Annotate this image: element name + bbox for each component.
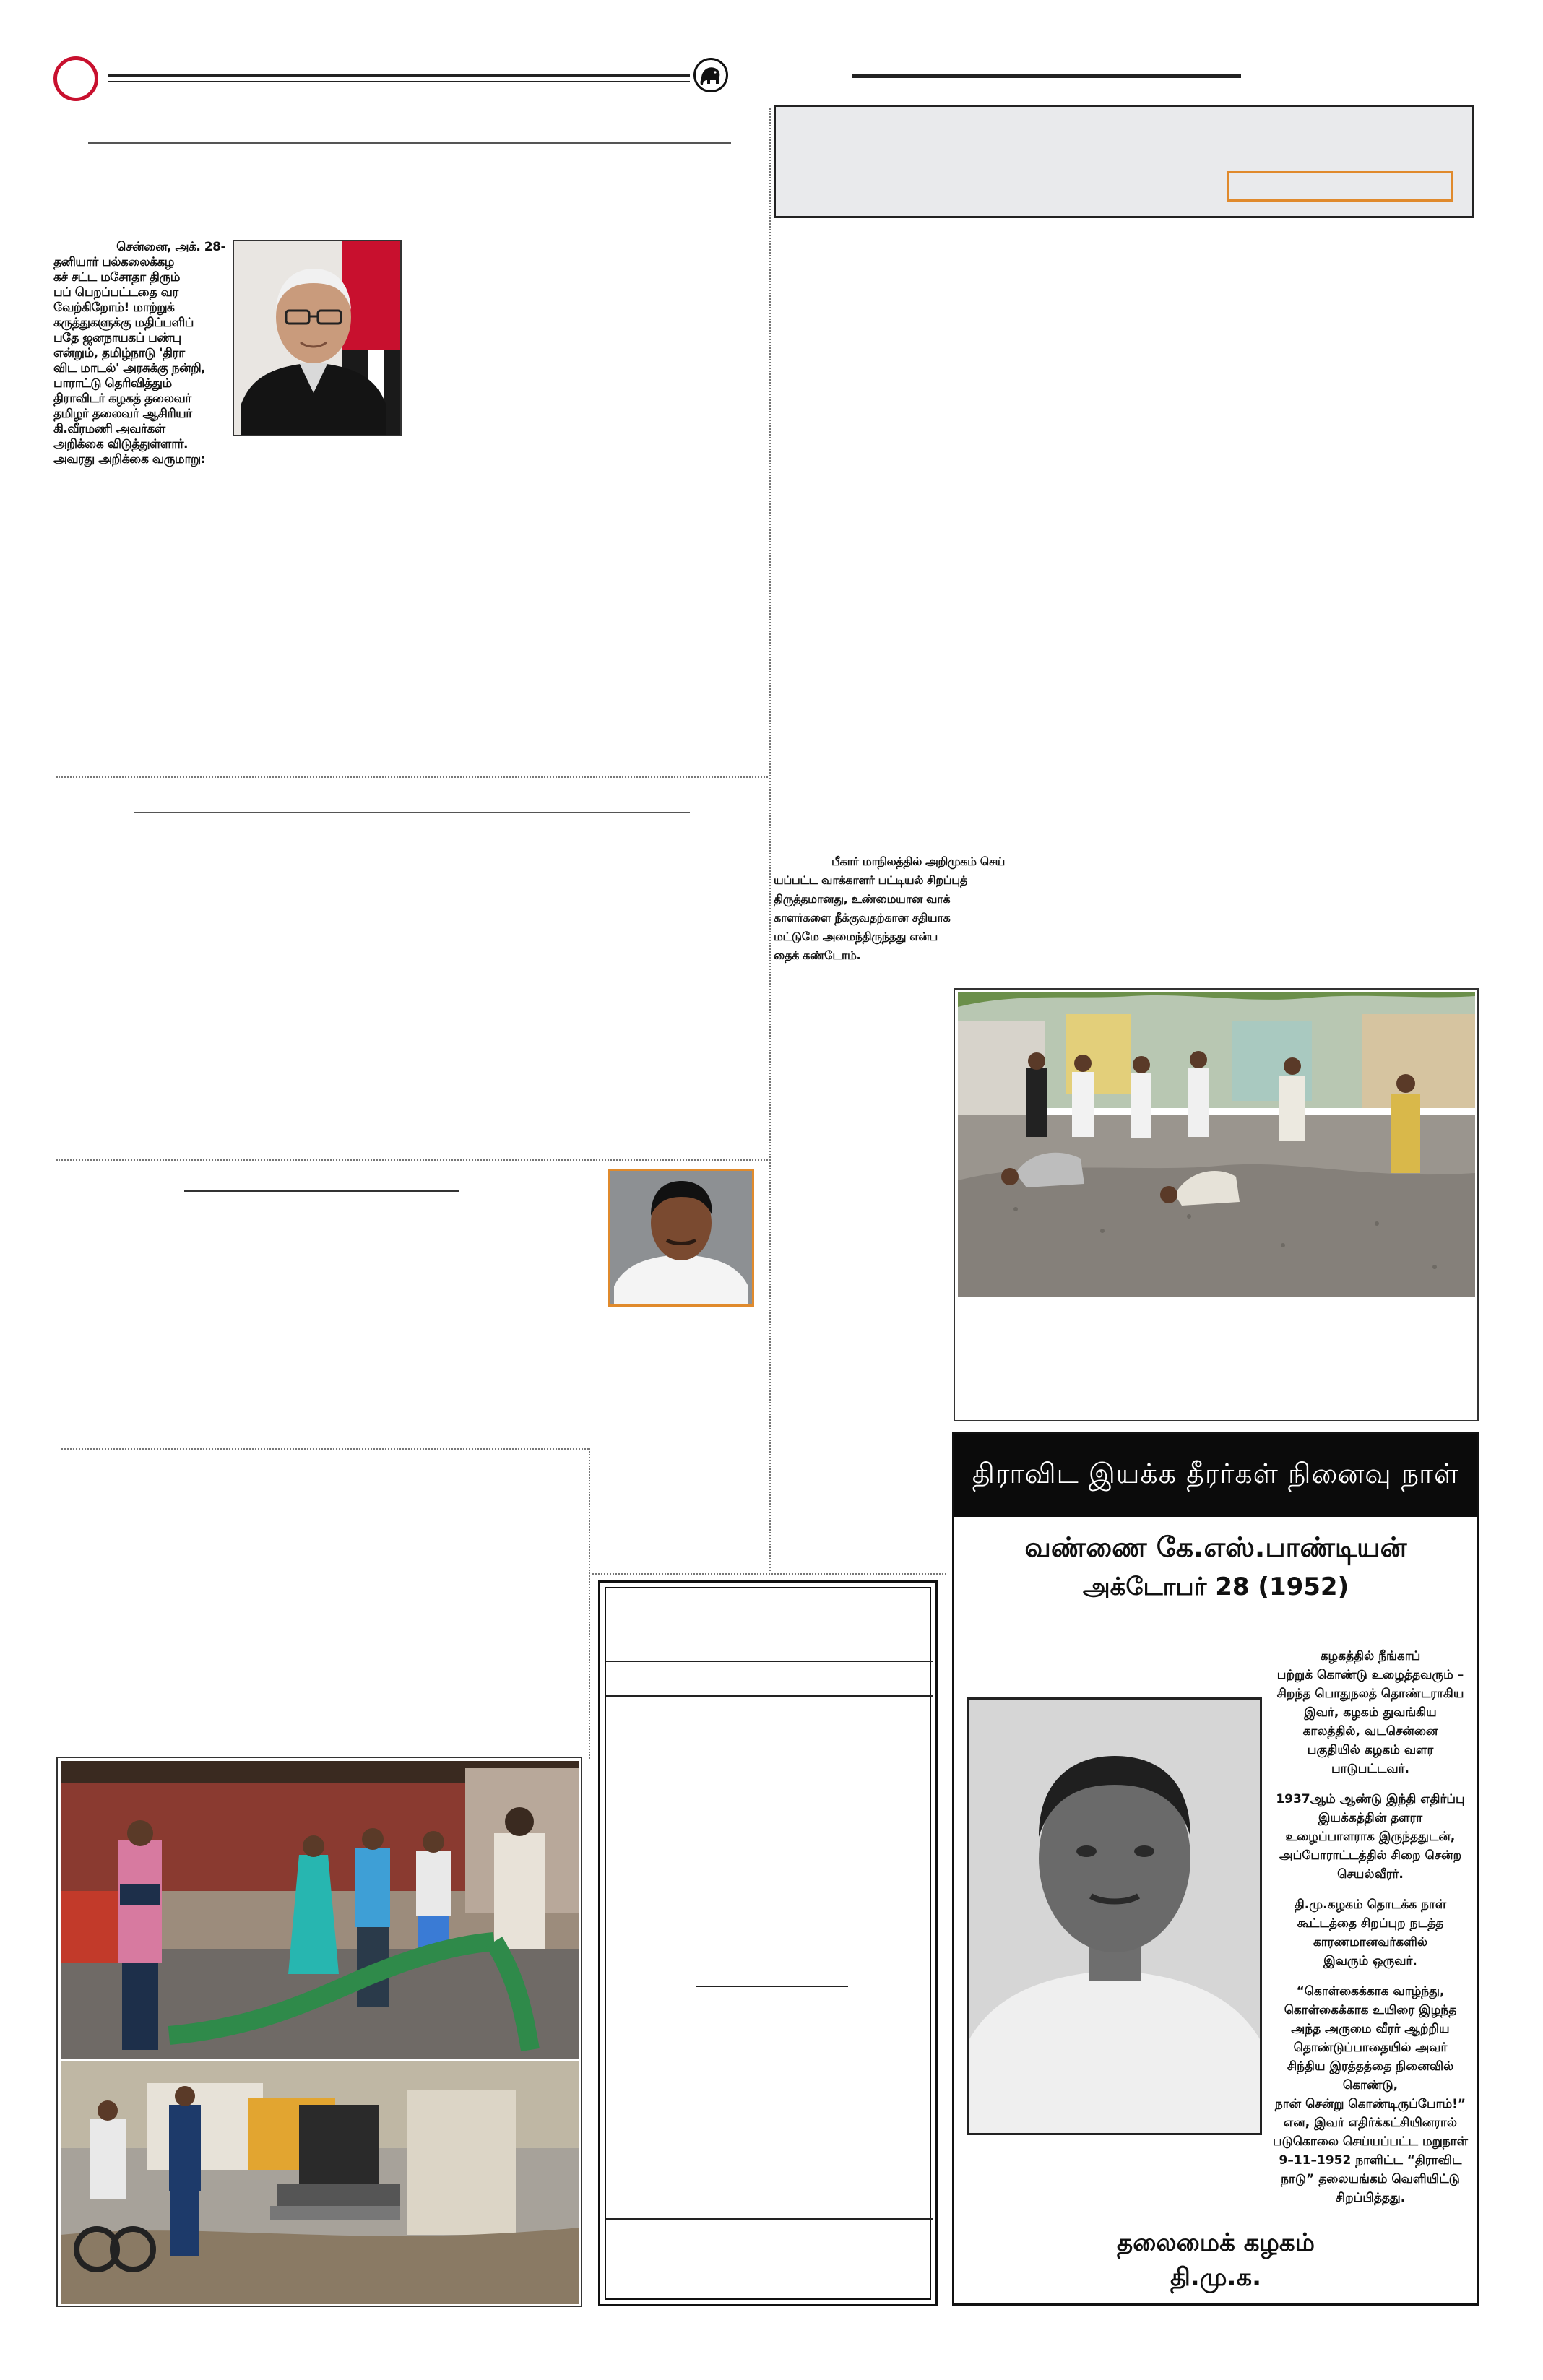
elephant-logo-icon (693, 58, 728, 92)
memorial-name: வண்ணை கே.எஸ்.பாண்டியன் (1024, 1531, 1407, 1563)
center-box-divider (592, 1573, 946, 1575)
bihar-story-text: பீகார் மாநிலத்தில் அறிமுகம் செய் யப்பட்ட வாக்காளர் பட்டியல் சிறப்புத் திருத்தமானது, உண்மையான வாக் காளர்களை நீக்குவதற்கான சதியாக மட்டுமே அமைந்திருந்தது என்ப தைக் கண்டோம். (774, 854, 1005, 962)
center-notice-box (598, 1580, 938, 2306)
page-number-circle (53, 56, 98, 101)
right-column-header-rule (852, 74, 1241, 78)
road-work-photo (958, 992, 1475, 1297)
inner-rule-2 (606, 1695, 933, 1697)
section-divider-2 (56, 1159, 768, 1161)
headline-rule (88, 142, 731, 144)
memorial-signature-1: தலைமைக் கழகம் (1117, 2228, 1315, 2257)
orange-highlight-box (1227, 171, 1453, 202)
drainage-photo-frame (56, 1757, 582, 2307)
minister-portrait (608, 1169, 754, 1307)
lower-box-top (61, 1448, 589, 1450)
section-divider-1 (56, 776, 768, 778)
memorial-banner (954, 1434, 1477, 1517)
inner-rule-3 (606, 2218, 933, 2220)
center-notice-inner (605, 1587, 931, 2300)
column-divider (769, 108, 771, 1571)
memorial-signature-2: தி.மு.க. (1170, 2263, 1262, 2292)
lead-story-text: சென்னை, அக். 28- தனியார் பல்கலைக்கழ கச் சட்ட மசோதா திரும் பப் பெறப்பட்டதை வர வேற்கிறோம்! மாற்றுக் கருத்துகளுக்கு மதிப்பளிப் பதே ஜனநாயகப் பண்பு என்றும், தமிழ்நாடு 'திரா விட மாடல்' அரசுக்கு நன்றி, பாராட்டு தெரிவித்தும் திராவிடர் கழகத் தலைவர் தமிழர் தலைவர் ஆசிரியர் கி.வீரமணி அவர்கள் அறிக்கை விடுத்துள்ளார். அவரது அறிக்கை வருமாறு: (53, 240, 225, 467)
masthead-rule-top (108, 74, 690, 77)
veeramani-photo (233, 240, 402, 436)
inner-rule-1 (606, 1661, 933, 1662)
memorial-date: அக்டோபர் 28 (1952) (1082, 1572, 1349, 1601)
second-headline-rule (134, 812, 690, 813)
street-clearing-photo (61, 2061, 579, 2304)
memorial-tribute-box (952, 1432, 1479, 2306)
lower-box-right (589, 1448, 590, 1759)
memorial-bio (1265, 1647, 1476, 2219)
gray-headline-panel (774, 105, 1474, 218)
bio-paragraph-3: தி.மு.கழகம் தொடக்க நாள் கூட்டத்தை சிறப்புற நடத்த காரணமானவர்களில் இவரும் ஒருவர். (1294, 1897, 1447, 1968)
inner-short-rule (696, 1986, 848, 1987)
road-work-photo-frame (954, 988, 1479, 1421)
memorial-banner-text: திராவிட இயக்க தீரர்கள் நினைவு நாள் (972, 1457, 1460, 1489)
memorial-portrait (967, 1697, 1262, 2135)
third-headline-rule (184, 1190, 459, 1192)
bio-paragraph-4: “கொள்கைக்காக வாழ்ந்து, கொள்கைக்காக உயிரை இழந்த அந்த அருமை வீரர் ஆற்றிய தொண்டுப்பாதையில் அவர் சிந்திய இரத்தத்தை நினைவில் கொண்டு, நான் சென்று கொண்டிருப்போம்!” என, இவர் எதிர்க்கட்சியினரால் படுகொலை செய்யப்பட்ட மறுநாள் 9–11–1952 நாளிட்ட “திராவிட நாடு” தலையங்கம் வெளியிட்டு சிறப்பித்தது. (1272, 1984, 1469, 2205)
masthead-rule-bottom (108, 81, 690, 82)
bio-paragraph-1: கழகத்தில் நீங்காப் பற்றுக் கொண்டு உழைத்தவரும் – சிறந்த பொதுநலத் தொண்டராகிய இவர், கழகம் துவங்கிய காலத்தில், வடசென்னை பகுதியில் கழகம் வளர பாடுபட்டவர். (1276, 1649, 1464, 1776)
drainage-cleaning-photo (61, 1761, 579, 2059)
bio-paragraph-2: 1937ஆம் ஆண்டு இந்தி எதிர்ப்பு இயக்கத்தின் தளரா உழைப்பாளராக இருந்ததுடன், அப்போராட்டத்தில் சிறை சென்ற செயல்வீரர். (1276, 1792, 1465, 1882)
